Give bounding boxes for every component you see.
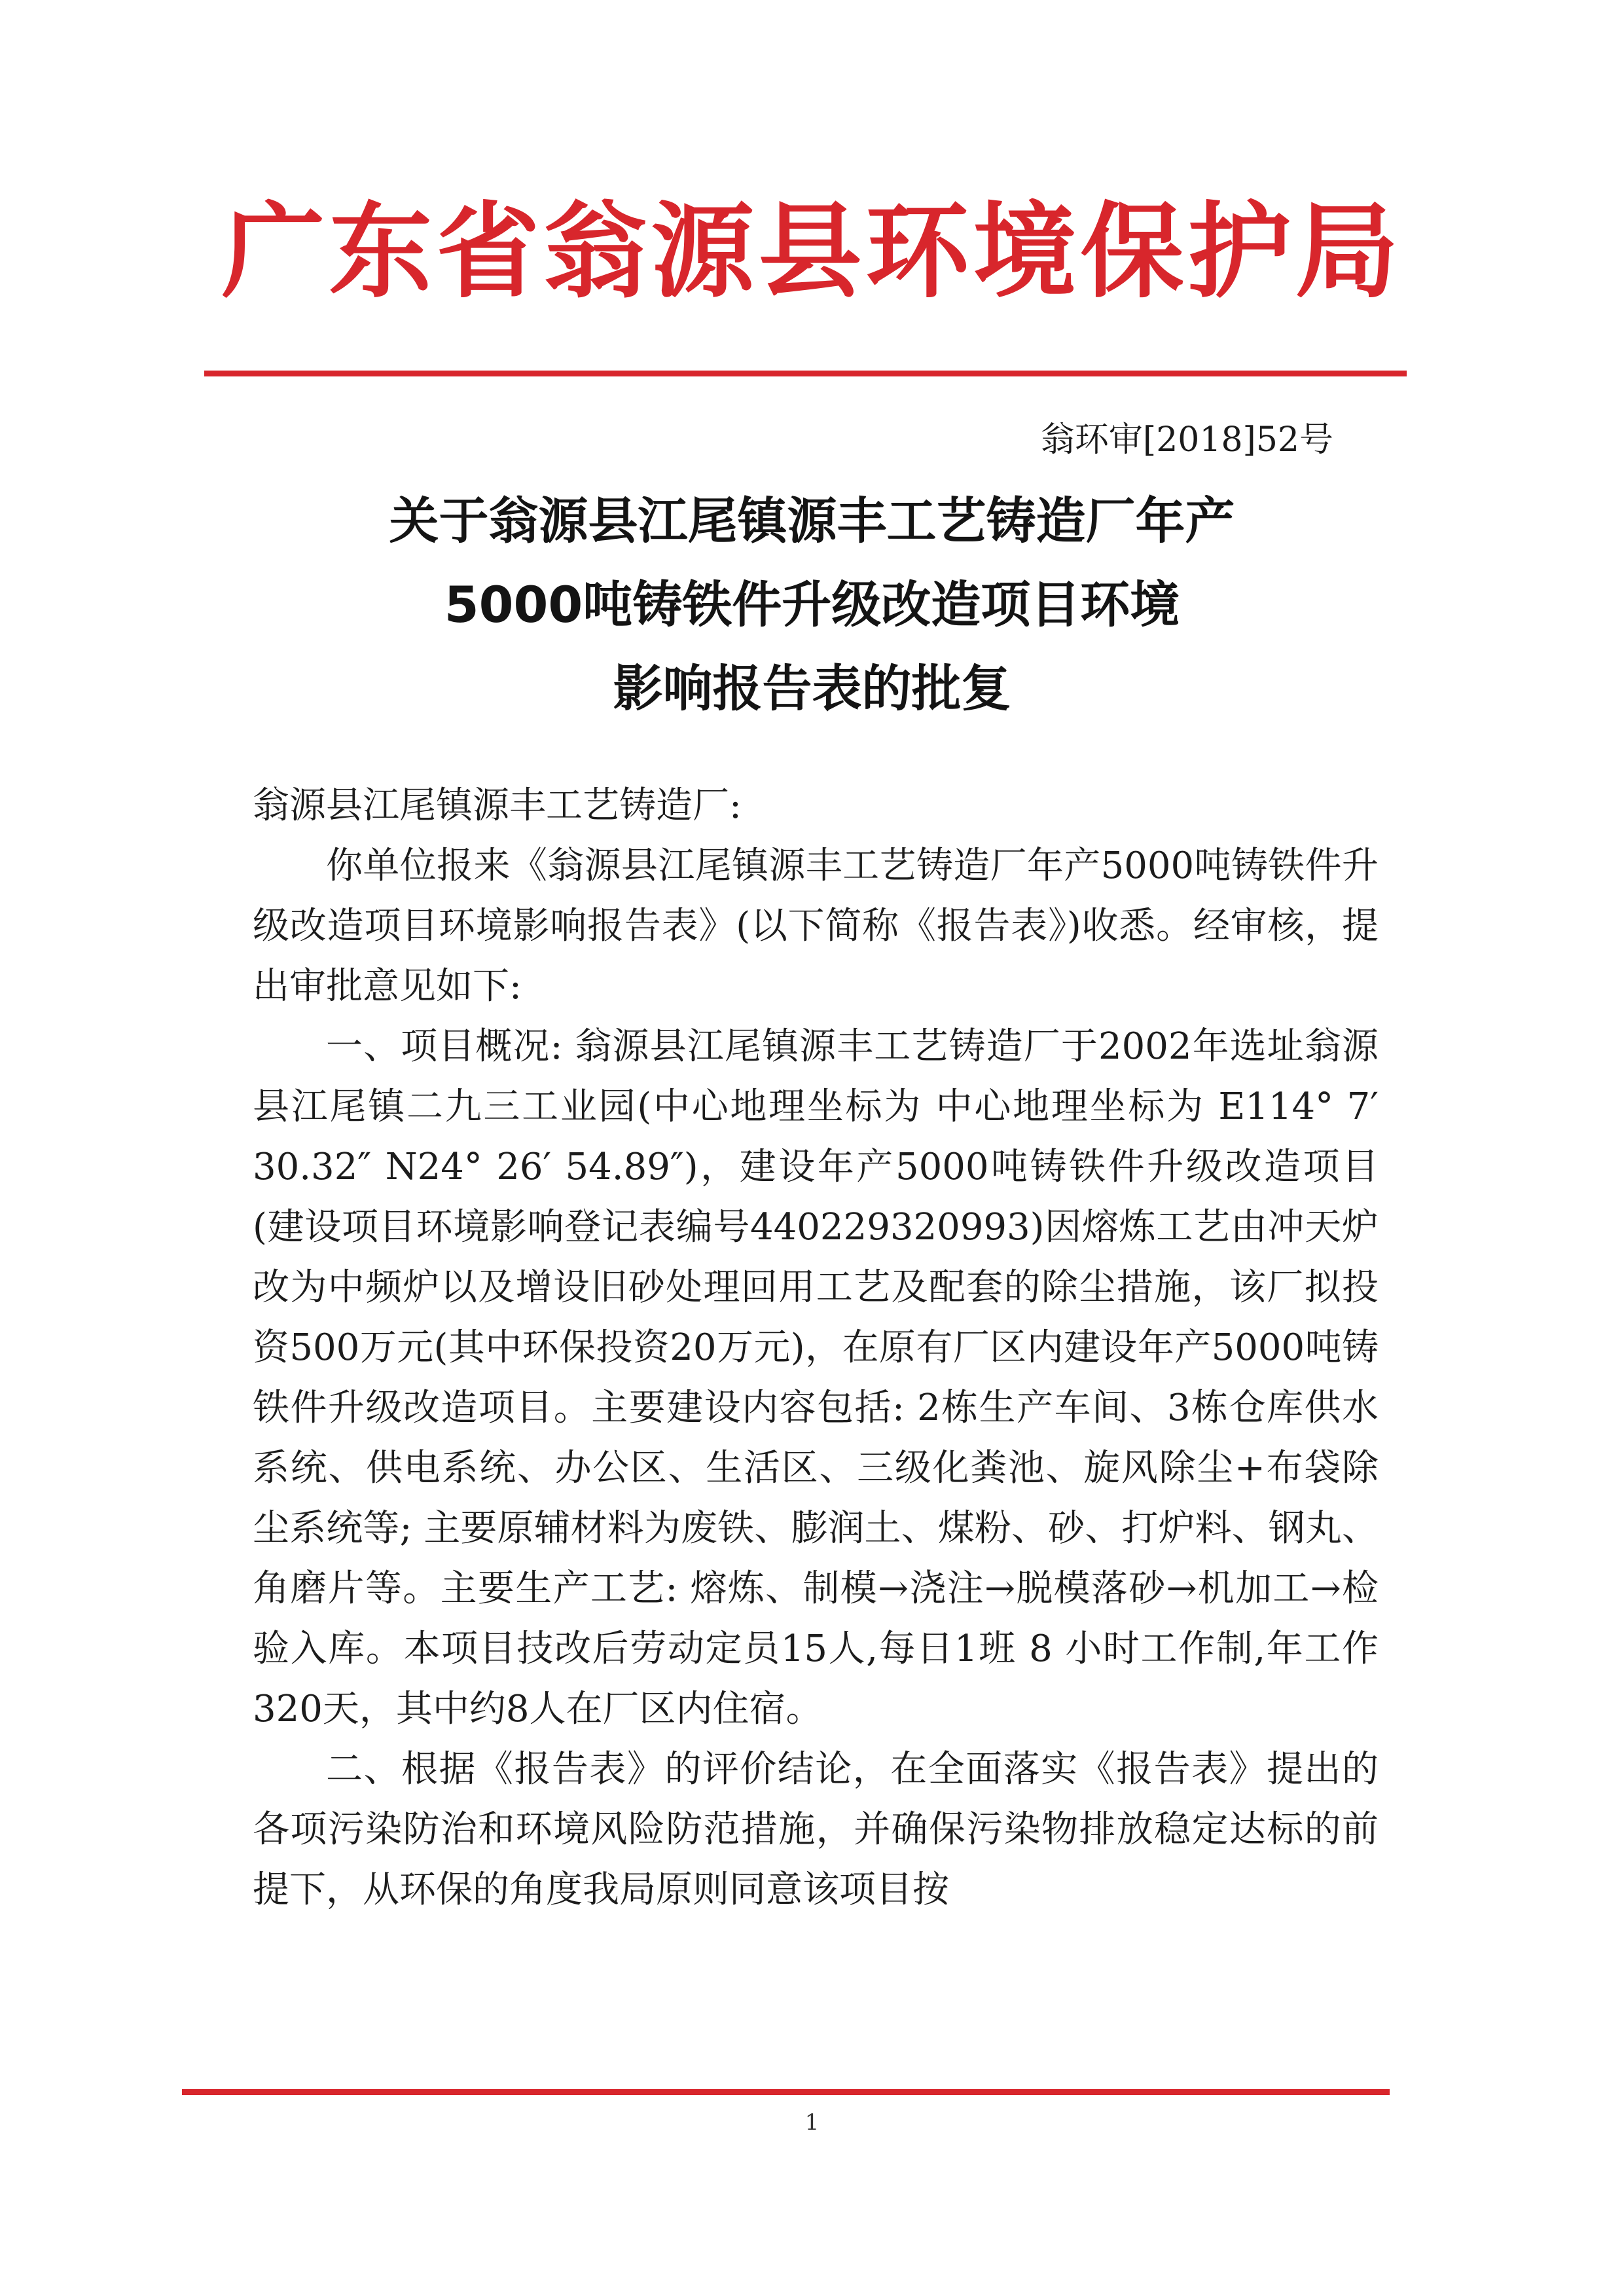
body-paragraph-approval: 二、根据《报告表》的评价结论，在全面落实《报告表》提出的各项污染防治和环境风险防范措施，并确保污染物排放稳定达标的前提下，从环保的角度我局原则同意该项目按 (253, 1748, 1379, 1911)
salutation: 翁源县江尾镇源丰工艺铸造厂: (253, 784, 742, 827)
page-number: 1 (804, 2109, 820, 2136)
document-title (0, 479, 1624, 731)
document-title-line-2: 5000吨铸铁件升级改造项目环境 (444, 575, 1180, 634)
document-title-line-3: 影响报告表的批复 (613, 659, 1011, 718)
footer-red-rule (182, 2089, 1390, 2095)
document-title-line-1: 关于翁源县江尾镇源丰工艺铸造厂年产 (389, 492, 1235, 550)
body-paragraph-project-overview: 一、项目概况: 翁源县江尾镇源丰工艺铸造厂于2002年选址翁源县江尾镇二九三工业园(中心地理坐标为 中心地理坐标为 E114° 7′ 30.32″ N24° 26′ 54.89″)，建设年产5000吨铸铁件升级改造项目(建设项目环境影响登记表编号440229320993)因熔炼工艺由冲天炉改为中频炉以及增设旧砂处理回用工艺及配套的除尘措施，该厂拟投资500万元(其中环保投资20万元)，在原有厂区内建设年产5000吨铸铁件升级改造项目。主要建设内容包括: 2栋生产车间、3栋仓库供水系统、供电系统、办公区、生活区、三级化粪池、旋风除尘+布袋除尘系统等; 主要原辅材料为废铁、膨润土、煤粉、砂、打炉料、钢丸、角磨片等。主要生产工艺: 熔炼、制模→浇注→脱模落砂→机加工→检验入库。本项目技改后劳动定员15人,每日1班 8 小时工作制,年工作 320天，其中约8人在厂区内住宿。 (253, 1025, 1379, 1730)
document-number: 翁环审[2018]52号 (1040, 420, 1333, 460)
letterhead-org-name: 广东省翁源县环境保护局 (221, 191, 1403, 312)
letterhead-red-rule (204, 371, 1407, 376)
body-paragraph-intro: 你单位报来《翁源县江尾镇源丰工艺铸造厂年产5000吨铸铁件升级改造项目环境影响报告表》(以下简称《报告表》)收悉。经审核，提出审批意见如下: (253, 845, 1379, 1008)
document-body (253, 776, 1379, 1920)
